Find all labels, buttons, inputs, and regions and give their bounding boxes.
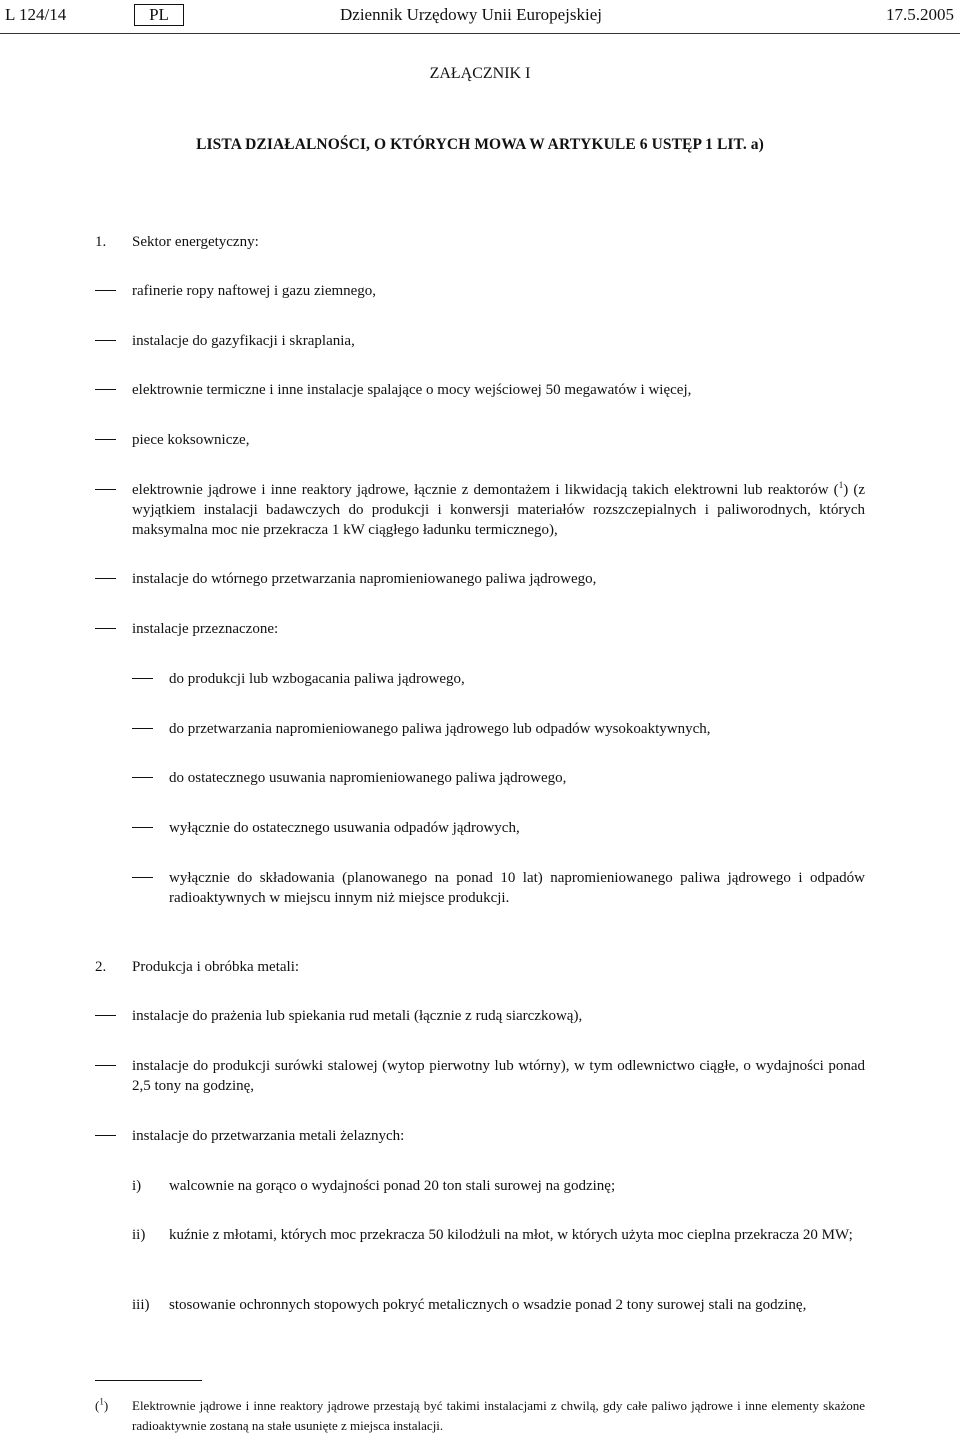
dash-marker bbox=[132, 827, 153, 828]
list-item: rafinerie ropy naftowej i gazu ziemnego, bbox=[95, 281, 865, 301]
footnote-rule bbox=[95, 1380, 202, 1381]
roman-list-item: ii) kuźnie z młotami, których moc przekracza 50 kilodżuli na młot, w których użyta moc cieplna przekracza 20 MW; bbox=[132, 1227, 853, 1243]
section-title: Produkcja i obróbka metali: bbox=[132, 959, 300, 975]
footnote-text: Elektrownie jądrowe i inne reaktory jądrowe przestają być takimi instalacjami z chwilą, gdy całe paliwo jądrowe i inne elementy skażone radioaktywnie zostaną na stałe usunięte z miejsca instalacji. bbox=[132, 1398, 865, 1433]
dash-marker bbox=[95, 489, 116, 490]
roman-label: iii) bbox=[132, 1297, 150, 1313]
dash-marker bbox=[95, 439, 116, 440]
roman-list-item: i) walcownie na gorąco o wydajności ponad 20 ton stali surowej na godzinę; bbox=[132, 1178, 616, 1194]
sub-list-item: do ostatecznego usuwania napromieniowanego paliwa jądrowego, bbox=[132, 768, 865, 788]
list-item: instalacje do gazyfikacji i skraplania, bbox=[95, 331, 865, 351]
footnote bbox=[95, 1396, 865, 1436]
sub-list-item: wyłącznie do składowania (planowanego na ponad 10 lat) napromieniowanego paliwa jądrowego i odpadów radioaktywnych w miejscu innym niż miejsce produkcji. bbox=[132, 868, 865, 908]
sub-list-item: do produkcji lub wzbogacania paliwa jądrowego, bbox=[132, 669, 865, 689]
roman-label: ii) bbox=[132, 1227, 146, 1243]
section-number: 2. bbox=[95, 959, 107, 975]
list-item: elektrownie termiczne i inne instalacje spalające o mocy wejściowej 50 megawatów i więcej, bbox=[95, 380, 865, 400]
dash-marker bbox=[95, 290, 116, 291]
dash-marker bbox=[95, 1065, 116, 1066]
dash-marker bbox=[95, 628, 116, 629]
list-item: instalacje do przetwarzania metali żelaznych: bbox=[95, 1126, 865, 1146]
dash-marker bbox=[95, 1015, 116, 1016]
list-item bbox=[95, 480, 865, 540]
header-rule bbox=[0, 33, 960, 34]
list-title: LISTA DZIAŁALNOŚCI, O KTÓRYCH MOWA W ARTYKULE 6 USTĘP 1 LIT. a) bbox=[196, 136, 764, 153]
list-item: piece koksownicze, bbox=[95, 430, 865, 450]
list-item: instalacje do produkcji surówki stalowej (wytop pierwotny lub wtórny), w tym odlewnictwo ciągłe, o wydajności ponad 2,5 tony na godzinę, bbox=[95, 1056, 865, 1096]
dash-marker bbox=[132, 877, 153, 878]
list-item: instalacje przeznaczone: bbox=[95, 619, 865, 639]
language-badge: PL bbox=[134, 4, 184, 26]
publication-date: 17.5.2005 bbox=[886, 5, 954, 24]
annex-title: ZAŁĄCZNIK I bbox=[429, 65, 531, 82]
dash-marker bbox=[95, 389, 116, 390]
footnote-reference: 1 bbox=[838, 480, 844, 490]
sub-list-item: wyłącznie do ostatecznego usuwania odpadów jądrowych, bbox=[132, 818, 865, 838]
list-item-text: elektrownie jądrowe i inne reaktory jądrowe, łącznie z demontażem i likwidacją takich elektrowni lub reaktorów ($^1$) (z wyjątkiem instalacji badawczych do produkcji i konwersji materiałów rozszczepialnych i paliworodnych, których maksymalna moc nie przekracza 1 kW ciągłego ładunku termicznego), bbox=[132, 480, 865, 538]
dash-marker bbox=[95, 1135, 116, 1136]
page-header bbox=[0, 4, 960, 28]
section-title: Sektor energetyczny: bbox=[132, 234, 259, 250]
list-item: instalacje do wtórnego przetwarzania napromieniowanego paliwa jądrowego, bbox=[95, 569, 865, 589]
footnote-number: ($^1$) bbox=[95, 1396, 109, 1413]
dash-marker bbox=[132, 728, 153, 729]
dash-marker bbox=[95, 578, 116, 579]
journal-title: Dziennik Urzędowy Unii Europejskiej bbox=[340, 5, 603, 24]
section-number: 1. bbox=[95, 234, 107, 250]
dash-marker bbox=[95, 340, 116, 341]
list-item: instalacje do prażenia lub spiekania rud metali (łącznie z rudą siarczkową), bbox=[95, 1006, 865, 1026]
roman-list-item: iii) stosowanie ochronnych stopowych pokryć metalicznych o wsadzie ponad 2 tony surowej stali na godzinę, bbox=[132, 1297, 807, 1313]
roman-label: i) bbox=[132, 1178, 142, 1194]
page-reference: L 124/14 bbox=[5, 5, 67, 24]
dash-marker bbox=[132, 777, 153, 778]
dash-marker bbox=[132, 678, 153, 679]
sub-list-item: do przetwarzania napromieniowanego paliwa jądrowego lub odpadów wysokoaktywnych, bbox=[132, 719, 865, 739]
